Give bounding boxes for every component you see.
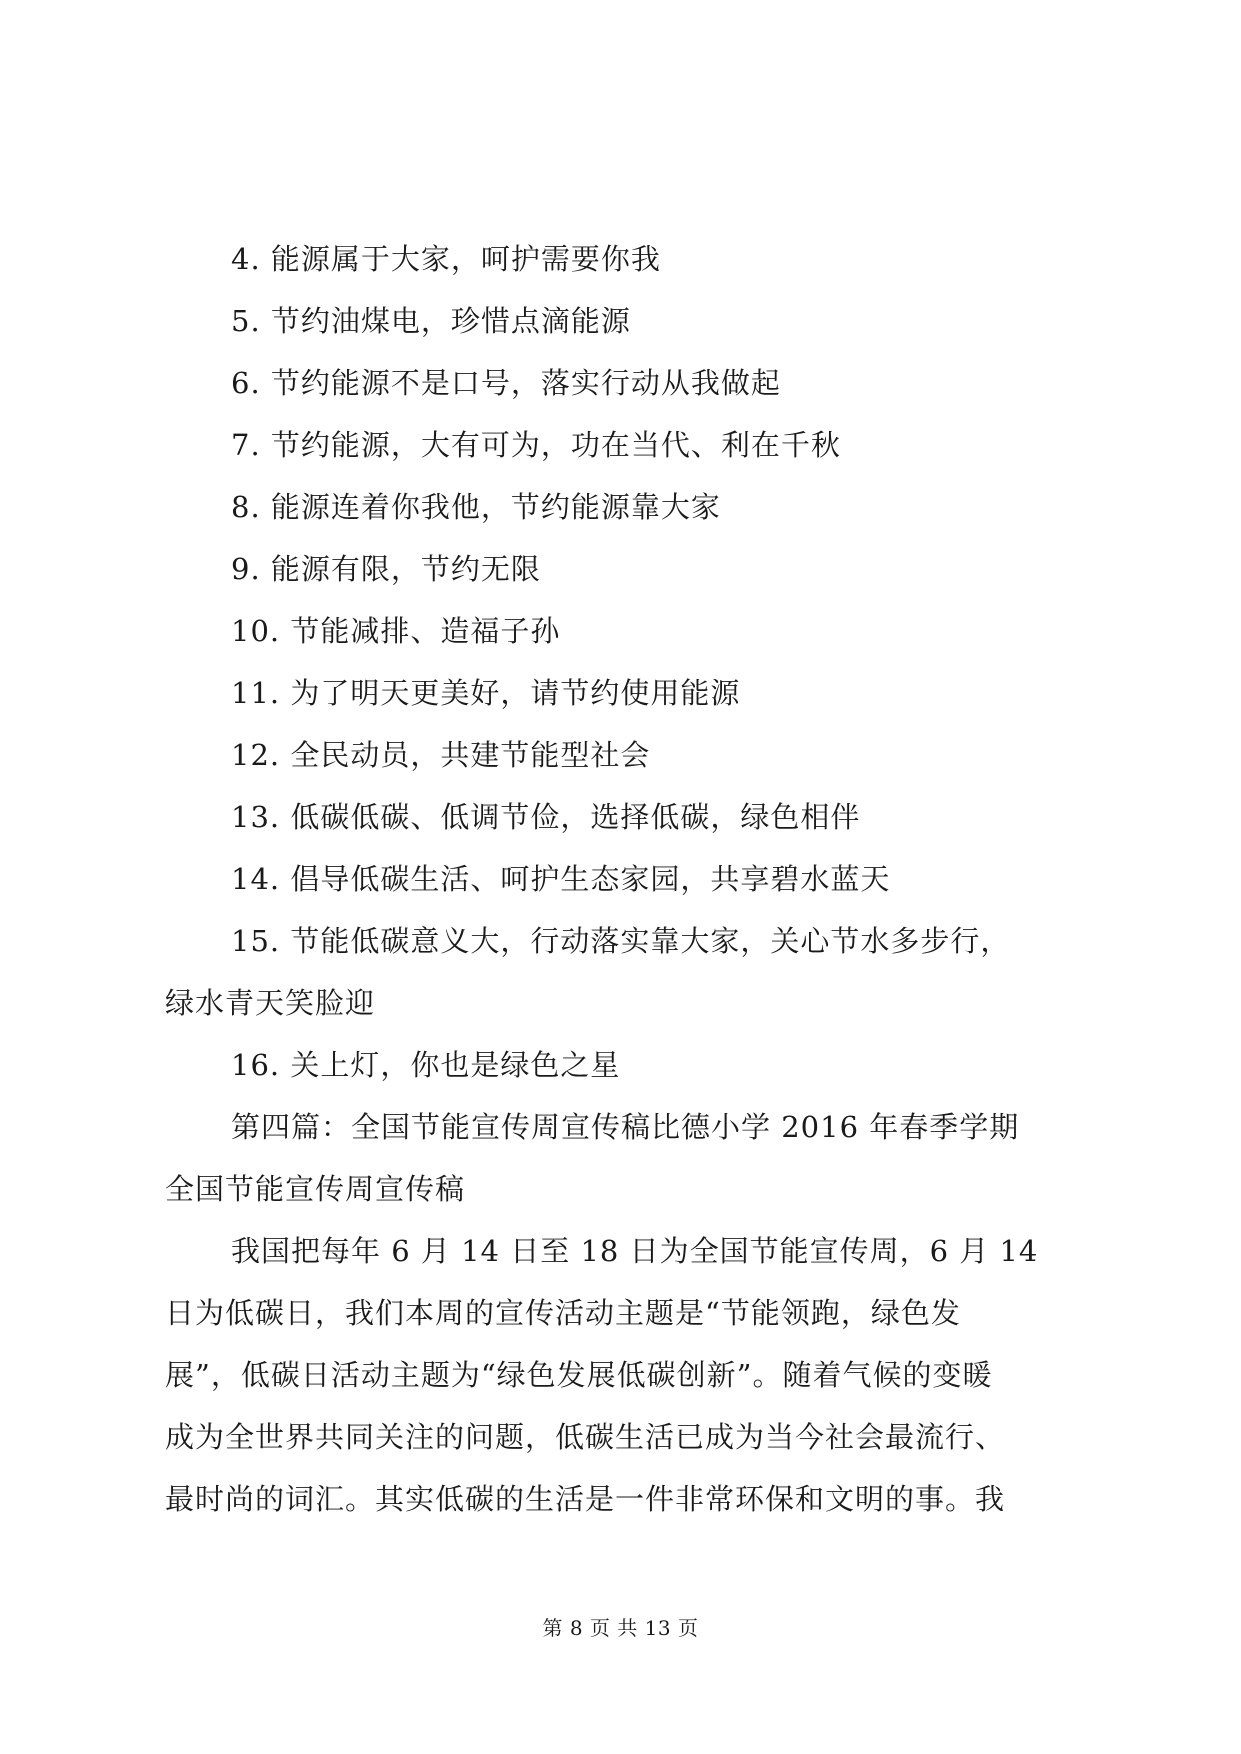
slogan-item: 4. 能源属于大家，呵护需要你我 <box>231 242 661 276</box>
body-paragraph-line: 我国把每年 6 月 14 日至 18 日为全国节能宣传周，6 月 14 <box>231 1234 1039 1268</box>
body-paragraph-line: 最时尚的词汇。其实低碳的生活是一件非常环保和文明的事。我 <box>165 1482 1006 1516</box>
slogan-item: 11. 为了明天更美好，请节约使用能源 <box>231 676 741 710</box>
section-heading-line1: 第四篇：全国节能宣传周宣传稿比德小学 2016 年春季学期 <box>231 1110 1020 1144</box>
slogan-item: 16. 关上灯，你也是绿色之星 <box>231 1048 621 1082</box>
page-content <box>165 228 1085 1530</box>
slogan-item: 9. 能源有限，节约无限 <box>231 552 541 586</box>
slogan-item-continuation: 绿水青天笑脸迎 <box>165 986 376 1020</box>
body-paragraph-line: 日为低碳日，我们本周的宣传活动主题是“节能领跑，绿色发 <box>165 1296 961 1330</box>
section-heading-line2: 全国节能宣传周宣传稿 <box>165 1172 466 1206</box>
body-paragraph-line: 展”，低碳日活动主题为“绿色发展低碳创新”。随着气候的变暖 <box>165 1358 993 1392</box>
slogan-item: 5. 节约油煤电，珍惜点滴能源 <box>231 304 631 338</box>
body-paragraph-line: 成为全世界共同关注的问题，低碳生活已成为当今社会最流行、 <box>165 1420 1006 1454</box>
slogan-item: 6. 节约能源不是口号，落实行动从我做起 <box>231 366 781 400</box>
slogan-item: 15. 节能低碳意义大，行动落实靠大家，关心节水多步行， <box>231 924 1011 958</box>
slogan-item: 8. 能源连着你我他，节约能源靠大家 <box>231 490 721 524</box>
slogan-item: 10. 节能减排、造福子孙 <box>231 614 561 648</box>
slogan-item: 13. 低碳低碳、低调节俭，选择低碳，绿色相伴 <box>231 800 861 834</box>
page-footer: 第 8 页 共 13 页 <box>542 1616 699 1640</box>
slogan-item: 14. 倡导低碳生活、呵护生态家园，共享碧水蓝天 <box>231 862 891 896</box>
slogan-item: 7. 节约能源，大有可为，功在当代、利在千秋 <box>231 428 841 462</box>
slogan-item: 12. 全民动员，共建节能型社会 <box>231 738 651 772</box>
